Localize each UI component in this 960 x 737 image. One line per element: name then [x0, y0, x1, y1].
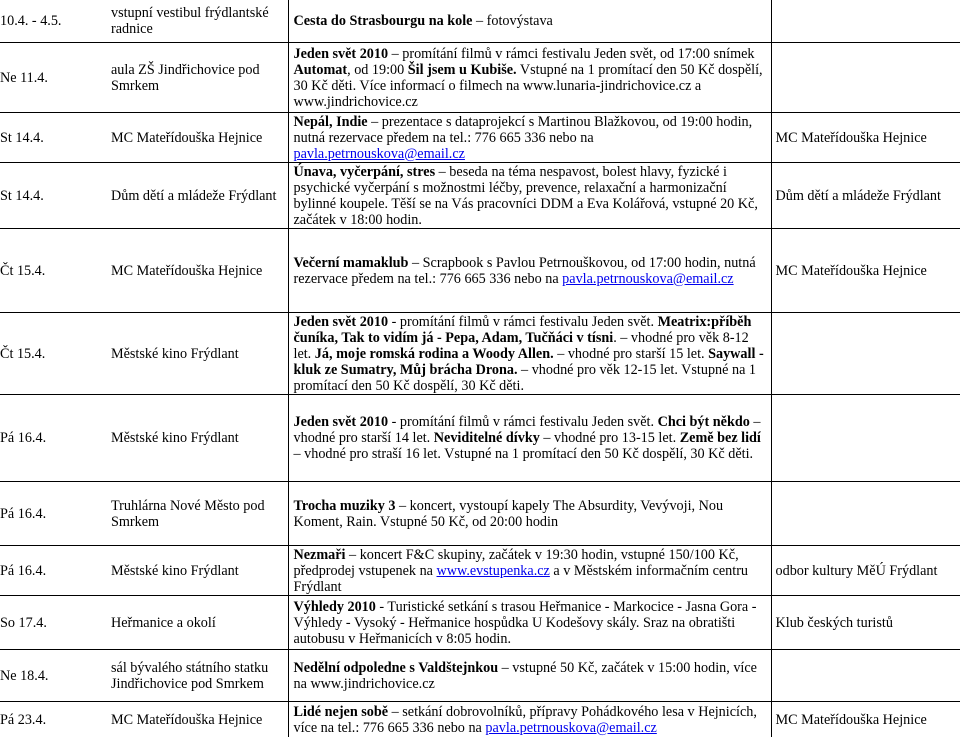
- event-description: [288, 394, 771, 481]
- event-date: Pá 16.4.: [0, 394, 108, 481]
- event-description: [288, 312, 771, 394]
- text-run: . – vhodné pro věk 8-12 let.: [293, 329, 749, 362]
- description-text: [294, 547, 767, 595]
- event-organizer: [771, 0, 960, 42]
- event-organizer: Dům dětí a mládeže Frýdlant: [771, 162, 960, 228]
- event-title: Země bez lidí: [679, 430, 761, 446]
- table-row: [0, 0, 960, 42]
- text-run: - Turistické setkání s trasou Heřmanice - Markocice - Jasna Gora - Výhledy - Vysoký - Heřmanice hospůdka U Kodešovy skály. Sraz na obratišti autobusu v Heřmanicích v 8:05 hodin.: [293, 598, 757, 647]
- event-description: [288, 545, 771, 595]
- event-venue: vstupní vestibul frýdlantské radnice: [111, 4, 269, 37]
- text-run: Vstupné na 1 promítací den 50 Kč dospělí, 30 Kč děti. Více informací o filmech na www.lunaria-jindrichovice.cz a www.jindrichovice.cz: [293, 61, 763, 110]
- event-venue: MC Mateřídouška Hejnice: [108, 701, 288, 737]
- event-venue: Městské kino Frýdlant: [108, 312, 288, 394]
- event-title: Výhledy 2010: [293, 598, 376, 615]
- text-run: – setkání dobrovolníků, přípravy Pohádkového lesa v Hejnicích, více na tel.: 776 665 336 nebo na: [293, 703, 757, 736]
- description-text: [294, 704, 767, 736]
- event-title: Cesta do Strasbourgu na kole: [293, 12, 473, 29]
- event-title: Nepál, Indie: [293, 113, 368, 130]
- event-title: Meatrix:příběh čuníka, Tak to vidím já - Pepa, Adam, Tučňáci v tísni: [293, 313, 752, 346]
- event-date: Čt 15.4.: [0, 312, 108, 394]
- event-date: So 17.4.: [0, 595, 108, 649]
- event-organizer: MC Mateřídouška Hejnice: [771, 228, 960, 312]
- description-text: [294, 414, 767, 462]
- event-description: [288, 701, 771, 737]
- link[interactable]: pavla.petrnouskova@email.cz: [293, 145, 465, 162]
- table-row: [0, 42, 960, 112]
- event-title: Lidé nejen sobě: [293, 703, 389, 720]
- text-run: – koncert F&C skupiny, začátek v 19:30 hodin, vstupné 150/100 Kč, předprodej vstupenek na: [293, 546, 739, 579]
- table-row: [0, 545, 960, 595]
- table-row: [0, 312, 960, 394]
- event-date: Ne 11.4.: [0, 42, 108, 112]
- text-run: – prezentace s dataprojekcí s Martinou Blažkovou, od 19:00 hodin, nutná rezervace předem na tel.: 776 665 336 nebo na: [293, 113, 753, 146]
- text-run: – fotovýstava: [472, 12, 553, 29]
- description-text: [294, 13, 767, 29]
- event-description: [288, 42, 771, 112]
- event-venue: Truhlárna Nové Město pod Smrkem: [108, 481, 288, 545]
- event-date: St 14.4.: [0, 162, 108, 228]
- text-run: – vhodné pro věk 12-15 let. Vstupné na 1 promítací den 50 Kč dospělí, 30 Kč děti.: [293, 361, 757, 394]
- event-date: 10.4. - 4.5.: [0, 12, 62, 29]
- table-row: [0, 162, 960, 228]
- link[interactable]: pavla.petrnouskova@email.cz: [485, 719, 657, 736]
- text-run: a v Městském informačním centru Frýdlant: [293, 562, 749, 595]
- event-title: Chci být někdo: [657, 414, 750, 430]
- description-text: [294, 314, 767, 394]
- event-venue: MC Mateřídouška Hejnice: [108, 228, 288, 312]
- event-date: Pá 16.4.: [0, 481, 108, 545]
- event-organizer: [771, 649, 960, 701]
- event-venue: Heřmanice a okolí: [108, 595, 288, 649]
- table-row: [0, 394, 960, 481]
- link[interactable]: www.evstupenka.cz: [436, 562, 550, 579]
- event-title: Nedělní odpoledne s Valdštejnkou: [293, 659, 499, 676]
- event-venue: Městské kino Frýdlant: [108, 545, 288, 595]
- description-text: [294, 660, 767, 692]
- event-description: [288, 649, 771, 701]
- text-run: – Scrapbook s Pavlou Petrnouškovou, od 17:00 hodin, nutná rezervace předem na tel.: 776 665 336 nebo na: [293, 254, 756, 287]
- event-organizer: MC Mateřídouška Hejnice: [771, 112, 960, 162]
- description-text: [294, 114, 767, 162]
- description-text: [294, 46, 767, 110]
- text-run: – vhodné pro straší 16 let. Vstupné na 1 promítací den 50 Kč dospělí, 30 Kč děti.: [293, 446, 754, 462]
- event-description: [288, 481, 771, 545]
- event-title: Šil jsem u Kubiše.: [407, 61, 517, 78]
- table-row: [0, 649, 960, 701]
- event-venue: MC Mateřídouška Hejnice: [108, 112, 288, 162]
- event-organizer: odbor kultury MěÚ Frýdlant: [771, 545, 960, 595]
- event-organizer: [771, 481, 960, 545]
- event-date: Pá 23.4.: [0, 701, 108, 737]
- text-run: – vstupné 50 Kč, začátek v 15:00 hodin, více na www.jindrichovice.cz: [293, 659, 757, 692]
- event-description: [288, 228, 771, 312]
- event-organizer: [771, 312, 960, 394]
- event-title: Únava, vyčerpání, stres: [293, 163, 436, 180]
- text-run: - promítání filmů v rámci festivalu Jeden svět.: [388, 313, 658, 330]
- text-run: – koncert, vystoupí kapely The Absurdity, Vevývoji, Nou Koment, Rain. Vstupné 50 Kč, od 20:00 hodin: [293, 497, 724, 530]
- event-title: Jeden svět 2010: [293, 313, 389, 330]
- event-organizer: Klub českých turistů: [771, 595, 960, 649]
- text-run: – beseda na téma nespavost, bolest hlavy, fyzické i psychické vyčerpání s možnostmi léčby, prevence, relaxační a harmonizační bylinné koupele. Těší se na Vás pracovníci DDM a Eva Kolářová, vstupné 20 Kč, začátek v 18:00 hodin.: [293, 163, 758, 228]
- event-venue: Dům dětí a mládeže Frýdlant: [108, 162, 288, 228]
- text-run: - promítání filmů v rámci festivalu Jeden svět.: [388, 414, 658, 430]
- table-row: [0, 481, 960, 545]
- event-title: Já, moje romská rodina a Woody Allen.: [314, 345, 554, 362]
- event-date: Ne 18.4.: [0, 649, 108, 701]
- event-title: Jeden svět 2010: [293, 414, 389, 430]
- text-run: – vhodné pro starší 14 let.: [293, 414, 761, 446]
- event-description: [288, 112, 771, 162]
- event-venue: Městské kino Frýdlant: [108, 394, 288, 481]
- event-organizer: [771, 394, 960, 481]
- text-run: – promítání filmů v rámci festivalu Jeden svět, od 17:00 snímek: [388, 45, 755, 62]
- description-text: [294, 498, 767, 530]
- event-organizer: [771, 42, 960, 112]
- description-text: [294, 599, 767, 647]
- event-title: Večerní mamaklub: [293, 254, 409, 271]
- description-text: [294, 255, 767, 287]
- event-title: Automat: [293, 61, 348, 78]
- event-date: Čt 15.4.: [0, 228, 108, 312]
- text-run: – vhodné pro 13-15 let.: [539, 430, 680, 446]
- text-run: – vhodné pro starší 15 let.: [553, 345, 709, 362]
- table-row: [0, 112, 960, 162]
- event-title: Saywall - kluk ze Sumatry, Můj brácha Drona.: [293, 345, 764, 378]
- description-text: [294, 164, 767, 228]
- event-organizer: MC Mateřídouška Hejnice: [771, 701, 960, 737]
- link[interactable]: pavla.petrnouskova@email.cz: [562, 270, 734, 287]
- event-title: Jeden svět 2010: [293, 45, 389, 62]
- event-venue: sál bývalého státního statku Jindřichovice pod Smrkem: [108, 649, 288, 701]
- event-title: Trocha muziky 3: [293, 497, 396, 514]
- event-date: Pá 16.4.: [0, 545, 108, 595]
- event-venue: aula ZŠ Jindřichovice pod Smrkem: [108, 42, 288, 112]
- event-title: Neviditelné dívky: [433, 430, 540, 446]
- event-date: St 14.4.: [0, 112, 108, 162]
- event-description: [288, 0, 771, 42]
- text-run: , od 19:00: [347, 61, 408, 78]
- table-row: [0, 701, 960, 737]
- table-row: [0, 228, 960, 312]
- event-description: [288, 162, 771, 228]
- event-title: Nezmaři: [293, 546, 346, 563]
